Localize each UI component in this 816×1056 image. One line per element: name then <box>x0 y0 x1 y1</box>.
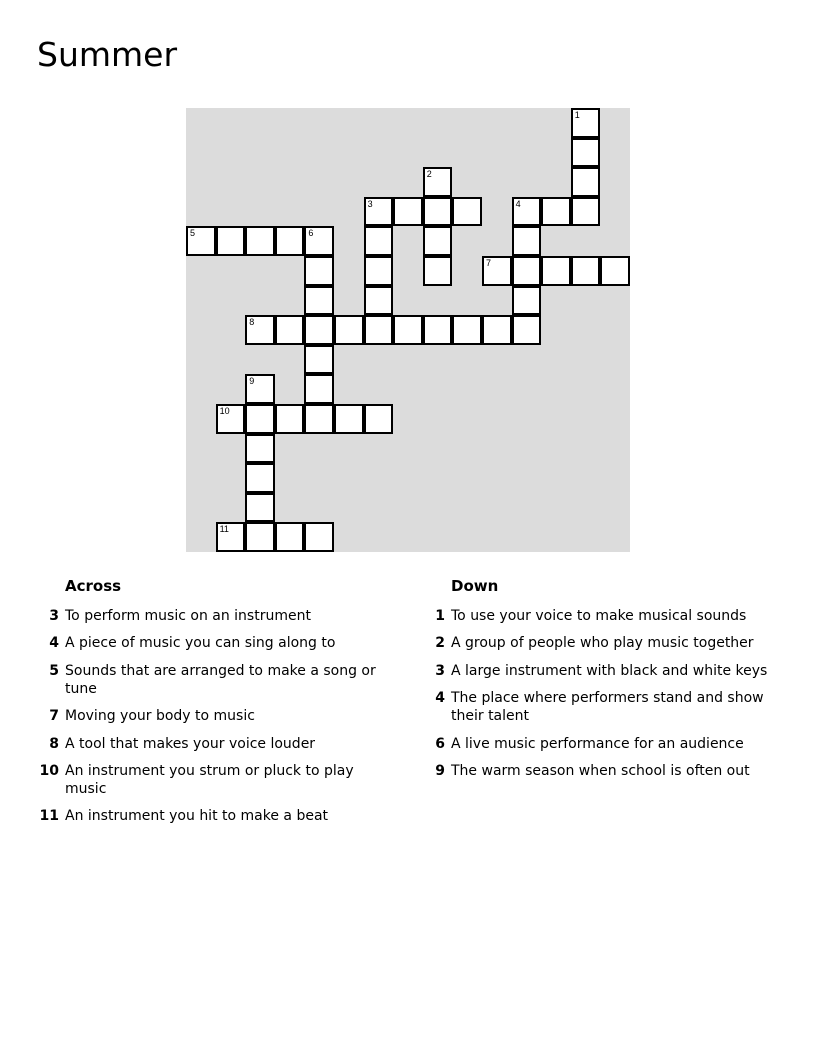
grid-cell[interactable] <box>334 404 364 434</box>
grid-cell[interactable] <box>364 286 394 316</box>
page-title: Summer <box>37 35 178 74</box>
clue-text: The warm season when school is often out <box>451 762 750 779</box>
cell-number: 8 <box>249 317 255 328</box>
cell-number: 1 <box>574 110 580 120</box>
clue-number: 3 <box>49 608 59 624</box>
down-clue-list <box>423 607 773 789</box>
clue-text: A group of people who play music together <box>451 635 754 652</box>
grid-cell[interactable] <box>304 226 334 256</box>
grid-cell[interactable] <box>393 315 423 345</box>
grid-cell[interactable] <box>423 167 453 197</box>
grid-cell[interactable] <box>245 522 275 552</box>
clue-number: 8 <box>49 735 59 752</box>
clue-number: 11 <box>39 808 59 825</box>
clue-number: 9 <box>435 762 445 779</box>
cell-number: 5 <box>190 228 196 239</box>
grid-cell[interactable] <box>423 315 453 345</box>
cell-number: 7 <box>486 258 492 268</box>
grid-cell[interactable] <box>482 256 512 286</box>
grid-cell[interactable] <box>571 167 601 197</box>
clue-number: 3 <box>435 662 445 679</box>
clue-text: An instrument you strum or pluck to play music <box>65 762 354 797</box>
grid-cell[interactable] <box>423 256 453 286</box>
clue-number: 2 <box>435 635 445 652</box>
clue-text: Sounds that are arranged to make a song or tune <box>65 662 376 697</box>
grid-cell[interactable] <box>512 226 542 256</box>
grid-cell[interactable] <box>334 315 364 345</box>
down-clue <box>423 689 773 725</box>
clue-number: 1 <box>435 608 445 624</box>
grid-cell[interactable] <box>304 345 334 375</box>
clue-text: To use your voice to make musical sounds <box>451 608 747 624</box>
grid-cell[interactable] <box>452 197 482 227</box>
clue-number: 6 <box>435 735 445 752</box>
down-heading: Down <box>451 577 499 595</box>
grid-cell[interactable] <box>216 522 246 552</box>
across-clue <box>37 707 397 725</box>
clue-number: 10 <box>39 762 59 779</box>
grid-cell[interactable] <box>275 404 305 434</box>
cell-number: 2 <box>426 169 432 180</box>
grid-cell[interactable] <box>304 256 334 286</box>
grid-cell[interactable] <box>245 463 275 493</box>
clue-text: To perform music on an instrument <box>65 608 311 624</box>
across-clue-list <box>37 607 397 835</box>
grid-cell[interactable] <box>571 256 601 286</box>
grid-cell[interactable] <box>245 404 275 434</box>
clue-text: An instrument you hit to make a beat <box>65 808 329 825</box>
across-heading: Across <box>65 577 122 595</box>
grid-cell[interactable] <box>275 522 305 552</box>
clue-text: A piece of music you can sing along to <box>65 635 336 652</box>
grid-cell[interactable] <box>275 226 305 256</box>
clue-number: 5 <box>49 662 59 679</box>
cell-number: 11 <box>219 524 229 535</box>
across-clue <box>37 607 397 625</box>
grid-cell[interactable] <box>186 226 216 256</box>
grid-cell[interactable] <box>245 226 275 256</box>
down-clue <box>423 762 773 780</box>
grid-cell[interactable] <box>304 374 334 404</box>
grid-cell[interactable] <box>216 226 246 256</box>
cell-number: 3 <box>367 198 373 209</box>
clue-text: A live music performance for an audience <box>451 735 744 752</box>
grid-cell[interactable] <box>245 434 275 464</box>
cell-number: 4 <box>515 198 521 209</box>
down-clue <box>423 634 773 652</box>
grid-cell[interactable] <box>304 522 334 552</box>
across-clue <box>37 807 397 825</box>
grid-cell[interactable] <box>216 404 246 434</box>
grid-cell[interactable] <box>364 404 394 434</box>
clue-text: Moving your body to music <box>65 708 255 725</box>
down-clue <box>423 735 773 753</box>
grid-cell[interactable] <box>423 226 453 256</box>
grid-cell[interactable] <box>364 226 394 256</box>
grid-cell[interactable] <box>512 286 542 316</box>
clue-number: 4 <box>49 635 59 652</box>
grid-cell[interactable] <box>304 315 334 345</box>
grid-cell[interactable] <box>541 197 571 227</box>
cell-number: 10 <box>219 406 230 416</box>
clue-text: The place where performers stand and show their talent <box>451 690 764 725</box>
grid-cell[interactable] <box>512 256 542 286</box>
grid-cell[interactable] <box>304 286 334 316</box>
grid-cell[interactable] <box>512 315 542 345</box>
grid-cell[interactable] <box>571 138 601 168</box>
grid-cell[interactable] <box>364 256 394 286</box>
across-clue <box>37 662 397 698</box>
down-clue <box>423 607 773 625</box>
clue-number: 4 <box>435 690 445 707</box>
cell-number: 9 <box>249 376 255 387</box>
grid-cell[interactable] <box>364 197 394 227</box>
grid-cell[interactable] <box>541 256 571 286</box>
clue-text: A tool that makes your voice louder <box>65 735 316 752</box>
grid-cell[interactable] <box>304 404 334 434</box>
clue-text: A large instrument with black and white keys <box>451 662 768 679</box>
down-clue <box>423 662 773 680</box>
grid-cell[interactable] <box>245 374 275 404</box>
grid-cell[interactable] <box>571 108 601 138</box>
grid-cell[interactable] <box>512 197 542 227</box>
grid-cell[interactable] <box>364 315 394 345</box>
crossword-grid <box>186 108 630 552</box>
across-clue <box>37 634 397 652</box>
across-clue <box>37 735 397 753</box>
grid-cell[interactable] <box>600 256 630 286</box>
grid-cell[interactable] <box>393 197 423 227</box>
cell-number: 6 <box>308 228 314 239</box>
grid-cell[interactable] <box>245 493 275 523</box>
clue-number: 7 <box>49 708 59 725</box>
grid-cell[interactable] <box>571 197 601 227</box>
across-clue <box>37 762 397 798</box>
grid-cell[interactable] <box>245 315 275 345</box>
grid-cell[interactable] <box>423 197 453 227</box>
grid-cell[interactable] <box>275 315 305 345</box>
grid-cell[interactable] <box>452 315 482 345</box>
grid-cell[interactable] <box>482 315 512 345</box>
